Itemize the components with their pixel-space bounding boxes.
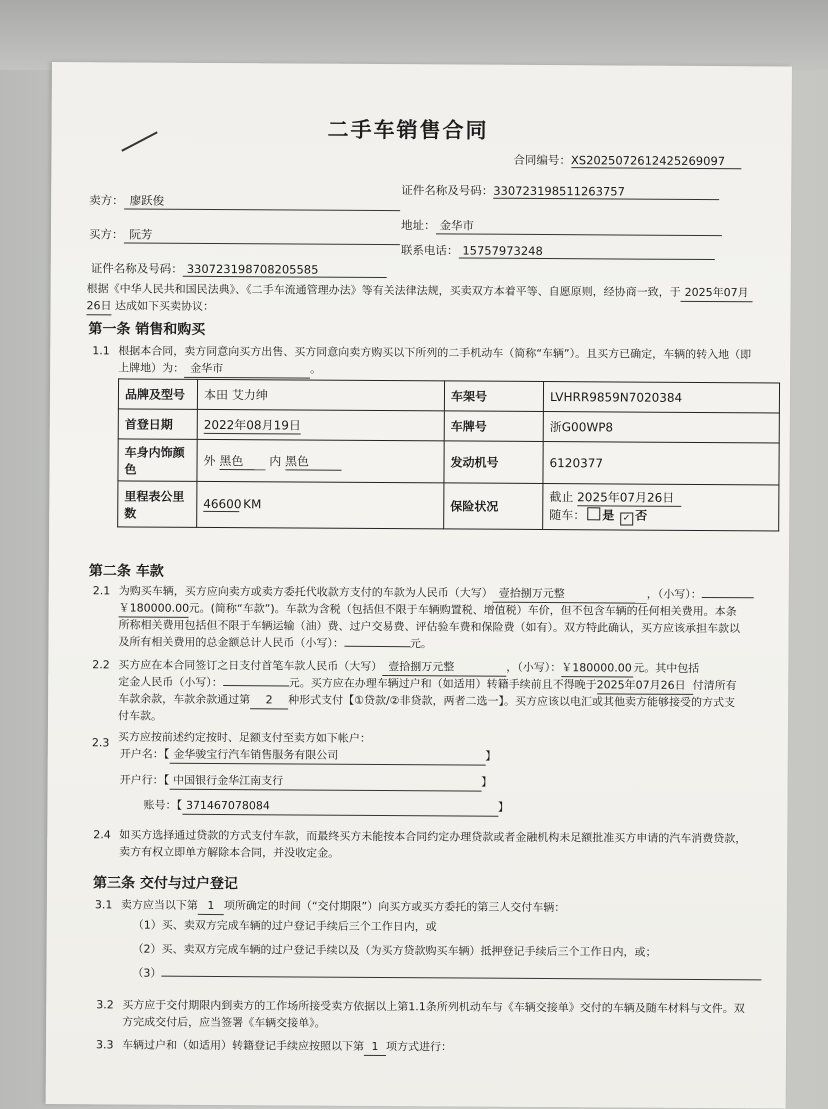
seller-label: 卖方：	[89, 193, 124, 208]
contract-number-label: 合同编号：	[513, 152, 571, 168]
option-3: （3）	[132, 965, 761, 986]
clause-2-1-line-2: ￥180000.00元。(简称“车款”)。车款为含税（包括但不限于车辆购置税、增值税）车价，但不包含车辆的任何相关费用。本条	[118, 601, 737, 619]
clause-3-3-number: 3.3	[95, 1038, 114, 1052]
buyer-id-row	[91, 260, 387, 278]
article-1-title: 第一条 销售和购买	[88, 321, 206, 338]
address-row	[401, 217, 722, 236]
clause-1-1-line-2: 上牌地）为： 金华市 。	[118, 359, 321, 378]
address: 金华市	[435, 217, 721, 236]
clause-1-1-line-1: 根据本合同，卖方同意向买方出售、买方同意向卖方购买以下所列的二手机动车（简称“车辆”）。且买方已确定，车辆的转入地（即	[118, 344, 752, 362]
clause-2-1-line-4: 及所有相关费用的总金额总计人民币（小写）： 元。	[118, 635, 432, 651]
clause-2-4-line-2: 卖方有权立即单方解除本合同，并没收定金。	[119, 845, 340, 860]
preamble-line-2: 26日 达成如下买卖协议：	[86, 297, 214, 316]
wall-background	[0, 0, 828, 70]
seller-id: 330723198511263757	[493, 184, 719, 200]
seller-id-row	[401, 182, 719, 200]
clause-2-1-number: 2.1	[92, 584, 111, 598]
clause-3-2-line-2: 方完成交付后，应当签署《车辆交接单》。	[122, 1015, 326, 1030]
clause-2-1-line-3: 所称相关费用包括但不限于车辆运输（油）费、过户交易费、评估验车费和保险费（如有）。双方特此确认，买方应该承担车款以	[118, 618, 741, 636]
preamble-line-1: 根据《中华人民共和国民法典》、《二手车流通管理办法》等有关法律法规，买卖双方本着平等、自愿原则，经协商一致，于 2025年07月	[87, 280, 753, 302]
clause-2-3-number: 2.3	[91, 736, 110, 750]
clause-2-2-line-1: 买方应在本合同签订之日支付首笔车款人民币（大写） 壹拾捌万元整 ，（小写）：￥180000.00元。其中包括	[118, 656, 699, 678]
seller-row	[89, 192, 400, 211]
clause-1-1-number: 1.1	[92, 344, 110, 358]
clause-2-3-line: 买方应按前述约定按时、足额支付至卖方如下帐户：	[117, 730, 371, 745]
pen-mark	[121, 131, 157, 151]
buyer-id-label: 证件名称及号码：	[90, 261, 183, 276]
clause-2-2-number: 2.2	[92, 658, 110, 672]
article-2-title: 第二条 车款	[88, 563, 164, 580]
clause-3-1-number: 3.1	[94, 898, 113, 912]
buyer-label: 买方：	[88, 227, 124, 242]
document-title: 二手车销售合同	[327, 117, 489, 143]
clause-2-2-line-3: 车款余款，车款余款通过第 2 种形式支付【①贷款/②非贷款，两者二选一】。买方应该以电汇或其他卖方能够接受的方式支	[118, 692, 736, 710]
vehicle-table: 品牌及型号 本田 艾力绅 车架号 LVHRR9859N7020384 首登日期 2022年08月19日 车牌号 浙G00WP8 车身内饰颜色 外 黑色 内 黑色 发动机号 6120377 里程表公里数 46600 KM 保险状况 截止 2025年07月26日 随车： 是 ✓ 否	[117, 378, 780, 531]
phone-row	[401, 242, 715, 260]
clause-2-4-line-1: 如买方选择通过贷款的方式支付车款，而最终买方未能按本合同约定办理贷款或者金融机构未足额批准买方申请的汽车消费贷款，	[119, 828, 747, 846]
clause-3-2-number: 3.2	[96, 998, 114, 1012]
clause-2-2-line-2: 定金人民币（小写）： 元。买方应在办理车辆过户和（如适用）转籍手续前且不得晚于2025年07月26日 付清所有	[118, 673, 737, 695]
clause-2-4-number: 2.4	[93, 828, 111, 842]
phone-label: 联系电话：	[400, 243, 459, 258]
with-car-no-checkbox: ✓	[620, 512, 633, 525]
account-number-row: 账号：【 371467078084 】	[143, 797, 509, 817]
article-3-title: 第三条 交付与过户登记	[92, 875, 238, 893]
phone: 15757973248	[458, 243, 714, 260]
contract-number: XS2025072612425269097	[571, 153, 741, 169]
clause-3-3-line: 车辆过户和（如适用）转籍登记手续应按照以下第 1 项方式进行：	[122, 1036, 452, 1056]
clause-2-1-line-1: 为购买车辆，买方应向卖方或卖方委托代收款方支付的车款为人民币（大写） 壹拾捌万元整 ，（小写）：	[119, 582, 754, 604]
buyer-name: 阮芳	[123, 226, 399, 245]
clause-2-2-line-4: 付车款。	[117, 709, 163, 723]
option-2: （2）买、卖双方完成车辆的过户登记手续以及（为买方贷款购买车辆）抵押登记手续后三个工作日内，或；	[132, 942, 657, 959]
seller-id-label: 证件名称及号码：	[401, 183, 494, 198]
buyer-row	[89, 226, 400, 245]
clause-3-2-line-1: 买方应于交付期限内到卖方的工作场所接受卖方依据以上第1.1条所列机动车与《车辆交接单》交付的车辆及随车材料与文件。双	[122, 998, 745, 1016]
clause-3-1-line: 卖方应当以下第 1 项所确定的时间（“交付期限”）向买方或买方委托的第三人交付车辆：	[120, 898, 566, 915]
with-car-yes-checkbox	[587, 507, 600, 520]
option-1: （1）买、卖双方完成车辆的过户登记手续后三个工作日内，或	[132, 918, 437, 934]
bank-row: 开户行：【 中国银行金华江南支行 】	[120, 771, 493, 791]
contract-page	[46, 62, 792, 1109]
account-name-row: 开户名：【 金华骏宝行汽车销售服务有限公司 】	[120, 745, 497, 765]
contract-number-row	[513, 152, 741, 169]
seller-name: 廖跃俊	[124, 192, 400, 211]
buyer-id: 330723198708205585	[183, 262, 387, 278]
address-label: 地址：	[400, 218, 436, 233]
